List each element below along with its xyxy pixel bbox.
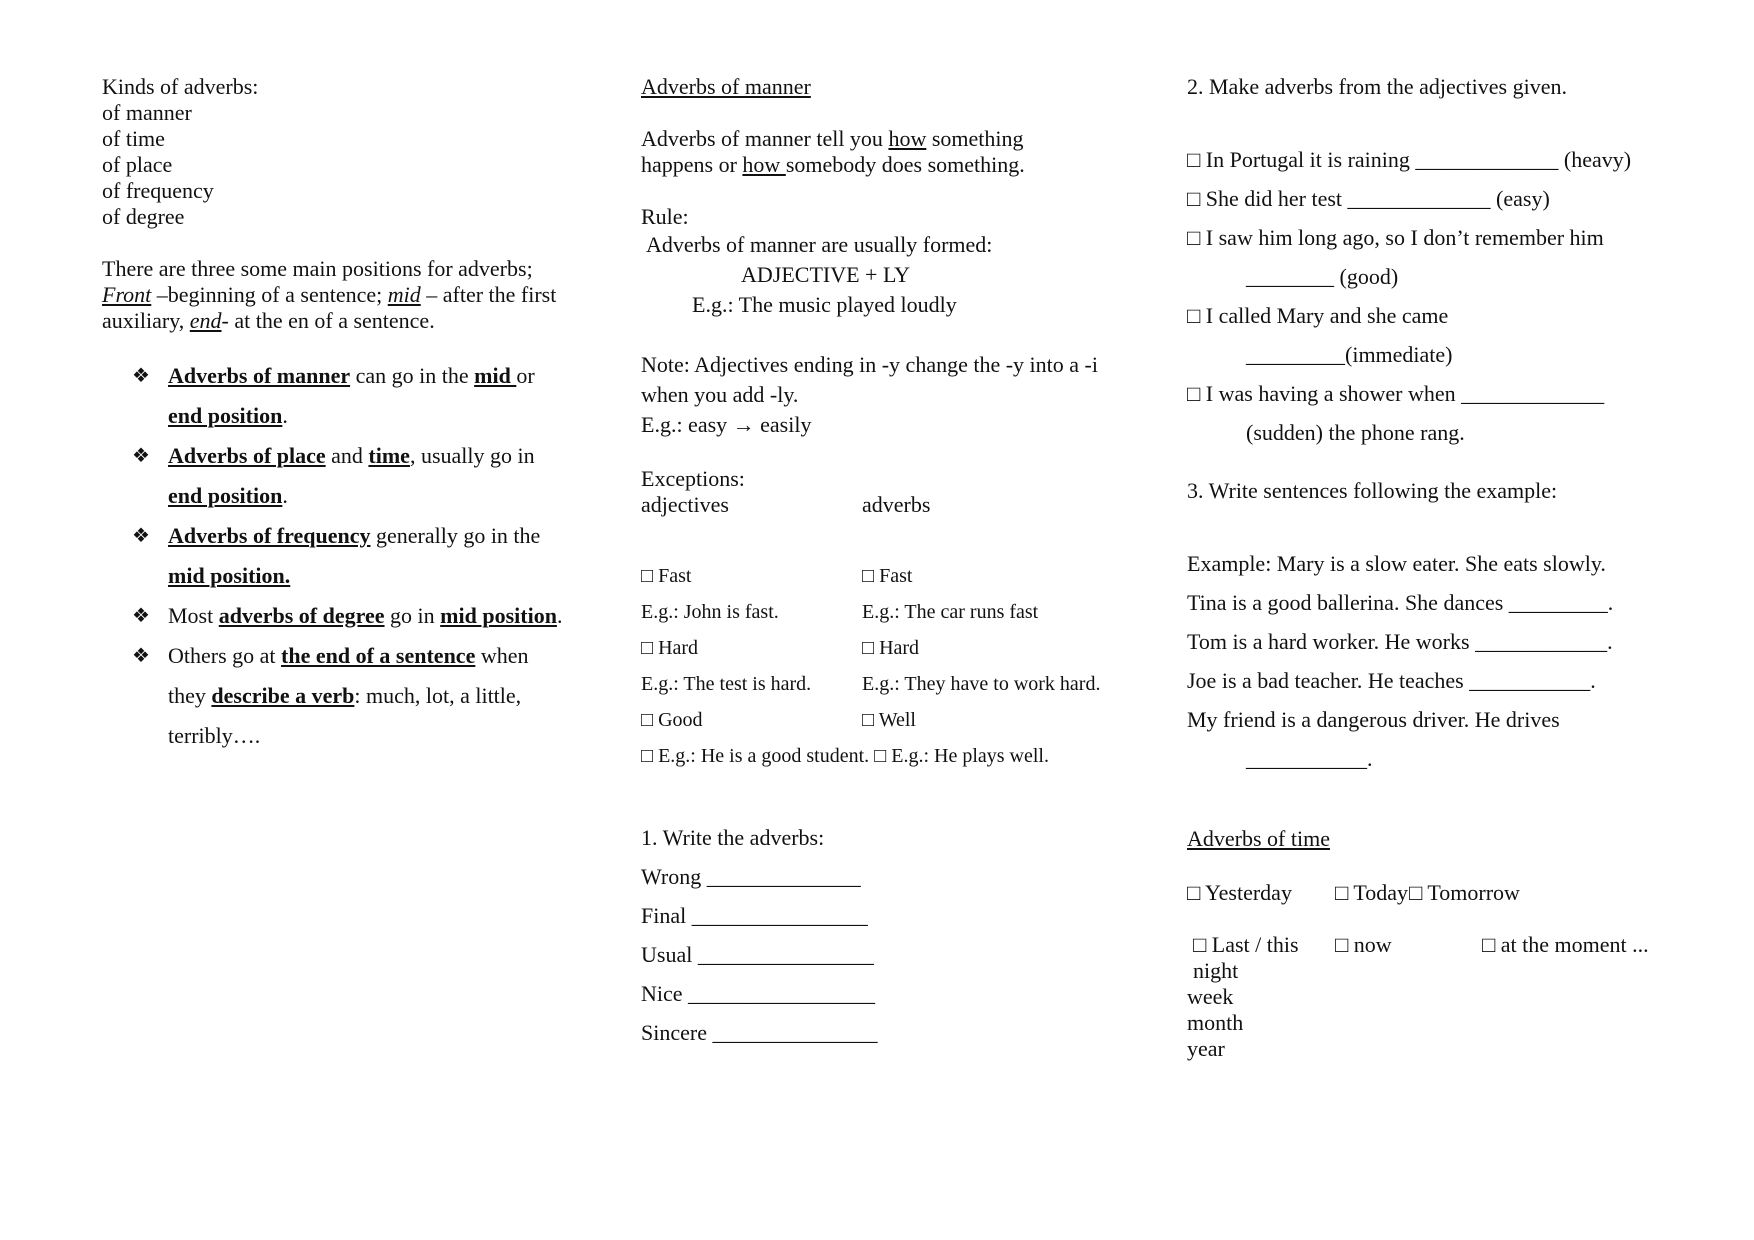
time-row: □ Last / this night □ now □ at the moment ... — [1193, 932, 1649, 983]
diamond-bullet-icon: ❖ — [132, 365, 150, 387]
table-row: □ Good □ Well — [641, 709, 916, 731]
end-term: end — [189, 308, 222, 333]
list-item: _________(immediate) — [1246, 342, 1453, 367]
diamond-bullet-icon: ❖ — [132, 605, 150, 627]
list-item: Sincere _______________ — [641, 1020, 878, 1045]
table-row: □ Fast □ Fast — [641, 565, 913, 587]
column-middle — [641, 74, 1121, 1052]
kind-item: of frequency — [102, 178, 214, 203]
list-item: ❖ Others go at the end of a sentence when they describe a verb: much, lot, a little, terribly…. — [168, 636, 568, 756]
list-item: □ I saw him long ago, so I don’t remember him — [1187, 225, 1604, 250]
positions-paragraph: There are three some main positions for adverbs; Front –beginning of a sentence; mid – after the first auxiliary, end- at the en of a sentence. — [102, 256, 557, 333]
kind-item: of degree — [102, 204, 185, 229]
exceptions-header: adjectives adverbs — [641, 492, 931, 517]
list-item: Wrong ______________ — [641, 864, 861, 889]
exceptions-table — [641, 558, 1121, 774]
time-extra: year — [1187, 1036, 1225, 1061]
table-row: E.g.: John is fast. E.g.: The car runs fast — [641, 601, 1039, 623]
exercise-title: 1. Write the adverbs: — [641, 825, 825, 850]
list-item: ❖ Adverbs of place and time, usually go in end position. — [168, 436, 582, 516]
list-item: □ I called Mary and she came — [1187, 303, 1449, 328]
kind-item: of manner — [102, 100, 192, 125]
list-item: □ She did her test _____________ (easy) — [1187, 186, 1550, 211]
table-row: E.g.: The test is hard. E.g.: They have to work hard. — [641, 673, 1101, 695]
section-title: Adverbs of manner — [641, 74, 811, 99]
rule-label: Rule: — [641, 204, 689, 229]
list-item: ❖ Adverbs of frequency generally go in the mid position. — [168, 516, 582, 596]
rule-line: Adverbs of manner are usually formed: — [646, 232, 993, 257]
rule-formula: ADJECTIVE + LY — [741, 262, 911, 287]
list-item: □ In Portugal it is raining _____________ (heavy) — [1187, 147, 1632, 172]
list-item: Example: Mary is a slow eater. She eats slowly. — [1187, 551, 1606, 576]
note-example: E.g.: easy → easily — [641, 412, 812, 437]
list-item: Tom is a hard worker. He works ____________. — [1187, 629, 1613, 654]
front-term: Front — [102, 282, 152, 307]
list-item: ___________. — [1246, 746, 1373, 771]
kind-item: of place — [102, 152, 173, 177]
mid-term: mid — [387, 282, 421, 307]
diamond-bullet-icon: ❖ — [132, 525, 150, 547]
section-title: Adverbs of time — [1187, 826, 1330, 851]
list-item: ❖ Most adverbs of degree go in mid position. — [168, 596, 582, 636]
intro-paragraph: Adverbs of manner tell you how something happens or how somebody does something. — [641, 126, 1025, 177]
exercise-2 — [1187, 140, 1687, 452]
positions-bullet-list — [102, 356, 582, 756]
table-row: □ E.g.: He is a good student. □ E.g.: He plays well. — [641, 745, 1049, 767]
kind-item: of time — [102, 126, 165, 151]
kinds-title: Kinds of adverbs: — [102, 74, 259, 99]
note-text: Note: Adjectives ending in -y change the -y into a -i when you add -ly. — [641, 352, 1098, 407]
exercise-title: 2. Make adverbs from the adjectives given. — [1187, 74, 1567, 99]
time-extra: week — [1187, 984, 1234, 1009]
diamond-bullet-icon: ❖ — [132, 445, 150, 467]
rule-example: E.g.: The music played loudly — [692, 292, 957, 317]
list-item: □ I was having a shower when _____________ — [1187, 381, 1605, 406]
exercise-title: 3. Write sentences following the example: — [1187, 478, 1558, 503]
exercise-1 — [641, 818, 1121, 1052]
list-item: ❖ Adverbs of manner can go in the mid or end position. — [168, 356, 582, 436]
list-item: ________ (good) — [1246, 264, 1399, 289]
list-item: My friend is a dangerous driver. He drives — [1187, 707, 1560, 732]
list-item: (sudden) the phone rang. — [1246, 420, 1465, 445]
list-item: Nice _________________ — [641, 981, 876, 1006]
list-item: Final ________________ — [641, 903, 868, 928]
time-extra: month — [1187, 1010, 1244, 1035]
exercise-3 — [1187, 544, 1687, 778]
list-item: Tina is a good ballerina. She dances _________. — [1187, 590, 1614, 615]
exceptions-label: Exceptions: — [641, 466, 745, 491]
table-row: □ Hard □ Hard — [641, 637, 920, 659]
column-right — [1187, 74, 1687, 1062]
list-item: Joe is a bad teacher. He teaches ___________. — [1187, 668, 1596, 693]
time-row: □ Yesterday □ Today □ Tomorrow — [1187, 880, 1520, 905]
column-left — [102, 74, 582, 756]
list-item: Usual ________________ — [641, 942, 874, 967]
diamond-bullet-icon: ❖ — [132, 645, 150, 667]
